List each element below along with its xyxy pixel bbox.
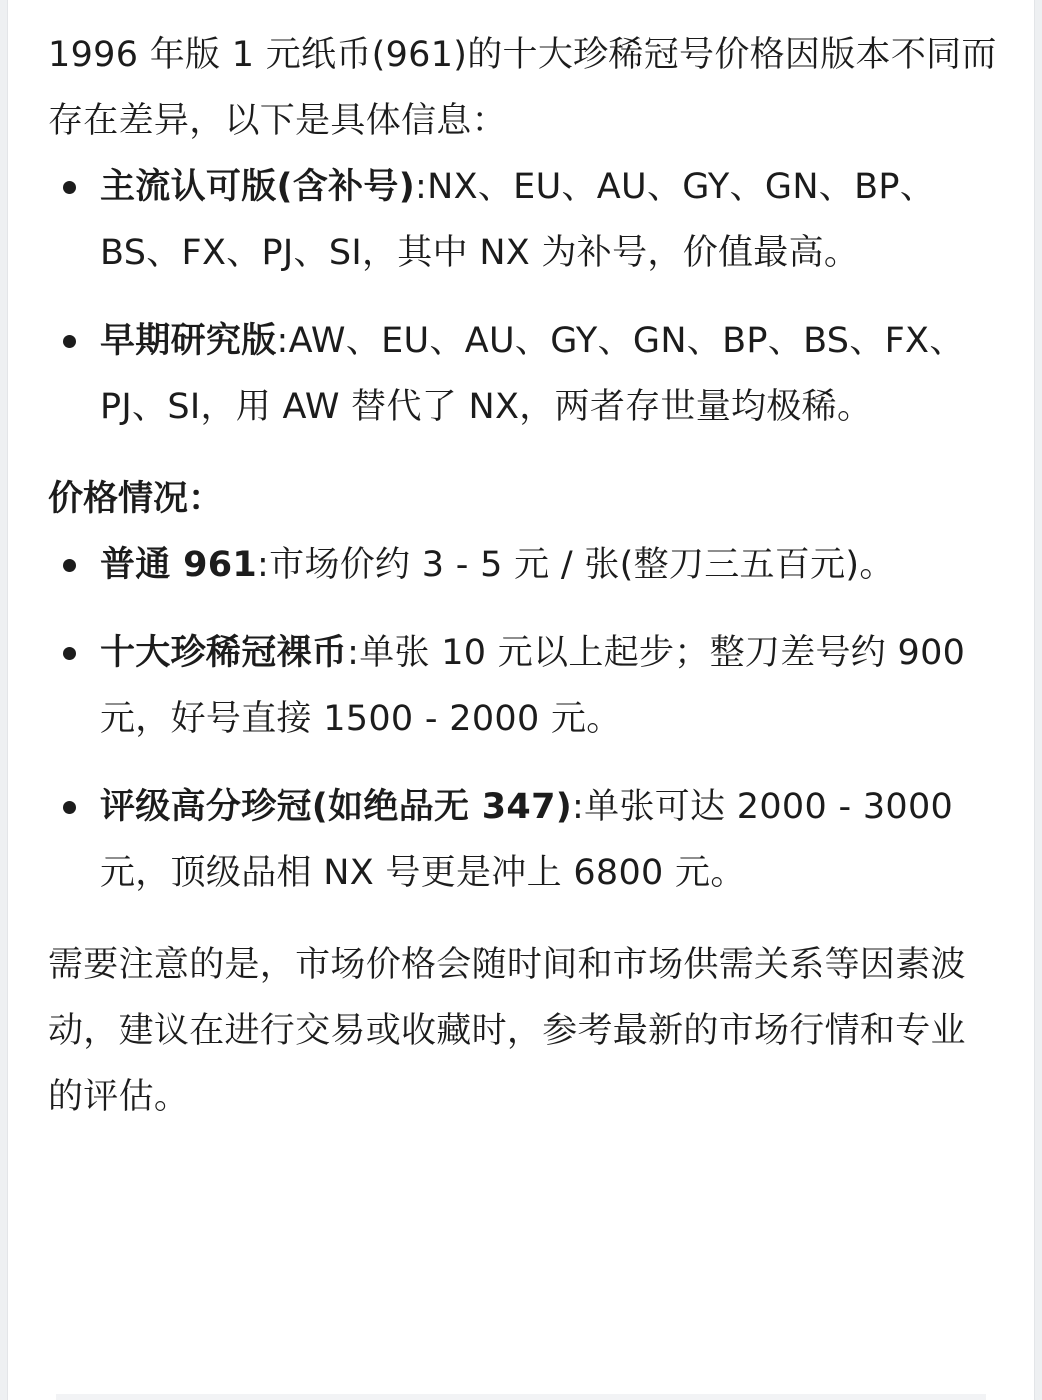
item-text: :NX、EU、AU、GY、GN、BP、BS、FX、PJ、SI，其中 NX 为补号，价值最高。 (100, 167, 936, 273)
closing-paragraph: 需要注意的是，市场价格会随时间和市场供需关系等因素波动，建议在进行交易或收藏时，参考最新的市场行情和专业的评估。 (48, 945, 966, 1117)
list-item (48, 154, 998, 286)
item-label: 早期研究版 (100, 321, 277, 361)
item-text: :AW、EU、AU、GY、GN、BP、BS、FX、PJ、SI，用 AW 替代了 NX，两者存世量均极稀。 (100, 321, 965, 427)
bullet-icon (63, 181, 76, 194)
answer-content (48, 22, 998, 1130)
left-edge (0, 0, 8, 1400)
list-item (48, 308, 998, 440)
price-heading: 价格情况： (48, 479, 224, 519)
item-label: 普通 961 (100, 545, 258, 585)
bullet-icon (63, 647, 76, 660)
bullet-icon (63, 335, 76, 348)
item-text: :单张 10 元以上起步；整刀差号约 900 元，好号直接 1500 - 2000 元。 (100, 633, 966, 739)
item-text: :市场价约 3 - 5 元 / 张(整刀三五百元)。 (257, 545, 895, 585)
bottom-fade (56, 1394, 986, 1400)
item-text: :单张可达 2000 - 3000 元，顶级品相 NX 号更是冲上 6800 元。 (100, 787, 954, 893)
item-label: 十大珍稀冠裸币 (100, 633, 348, 673)
item-label: 评级高分珍冠(如绝品无 347) (100, 787, 573, 827)
version-list (48, 154, 998, 440)
intro-paragraph: 1996 年版 1 元纸币(961)的十大珍稀冠号价格因版本不同而存在差异，以下是具体信息： (48, 35, 997, 141)
list-item (48, 532, 998, 598)
price-list (48, 532, 998, 906)
right-edge (1034, 0, 1042, 1400)
list-item (48, 620, 998, 752)
item-label: 主流认可版(含补号) (100, 167, 415, 207)
list-item (48, 774, 998, 906)
bullet-icon (63, 801, 76, 814)
bullet-icon (63, 559, 76, 572)
